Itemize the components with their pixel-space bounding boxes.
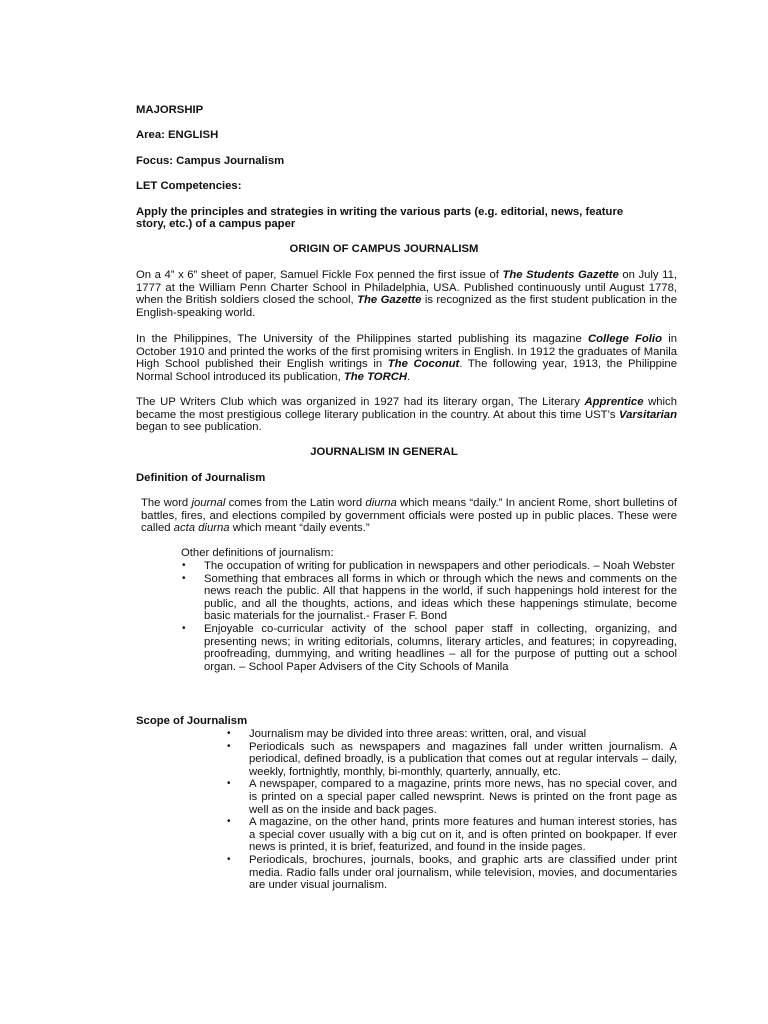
list-item: • Journalism may be divided into three areas: written, oral, and visual bbox=[227, 728, 587, 740]
bullet-icon: • bbox=[227, 728, 231, 739]
other-definitions-label: Other definitions of journalism: bbox=[181, 547, 334, 559]
list-item: • The occupation of writing for publication in newspapers and other periodicals. – Noah Webster bbox=[182, 560, 675, 572]
list-item: • A newspaper, compared to a magazine, prints more news, has no special cover, and is printed on a special paper called newsprint. News is printed on the front page as well as on the inside and back pages. bbox=[227, 778, 677, 816]
origin-paragraph-2: In the Philippines, The University of the Philippines started publishing its magazine College Folio in October 1910 and printed the works of the first promising writers in English. In 1912 the graduates of Manila High School published their English writings in The Coconut. The following year, 1913, the Philippine Normal School introduced its publication, The TORCH. bbox=[136, 333, 677, 383]
bullet-icon: • bbox=[227, 816, 231, 828]
origin-title: ORIGIN OF CAMPUS JOURNALISM bbox=[289, 243, 479, 255]
bullet-icon: • bbox=[227, 778, 231, 790]
competencies-label: LET Competencies: bbox=[136, 180, 242, 192]
scope-list bbox=[227, 728, 677, 892]
list-item: • Periodicals, brochures, journals, books, and graphic arts are classified under print media. Radio falls under oral journalism, while television, movies, and documentaries are under visual journalism. bbox=[227, 853, 677, 892]
bullet-icon: • bbox=[182, 560, 186, 571]
list-item: • Periodicals such as newspapers and magazines fall under written journalism. A periodical, defined broadly, is a publication that comes out at regular intervals – daily, weekly, fortnightly, monthly, bi-monthly, quarterly, annually, etc. bbox=[227, 740, 677, 778]
list-item: • A magazine, on the other hand, prints more features and human interest stories, has a special cover usually with a big cut on it, and is often printed on bookpaper. If ever news is printed, it is brief, featurized, and found in the inside pages. bbox=[227, 816, 677, 854]
bullet-icon: • bbox=[182, 572, 186, 584]
focus-label: Focus: Campus Journalism bbox=[136, 155, 285, 167]
definition-heading: Definition of Journalism bbox=[136, 472, 266, 484]
list-item: • Something that embraces all forms in which or through which the news and comments on the news reach the public. All that happens in the world, if such happenings hold interest for the public, and all the thoughts, actions, and ideas which these happenings stimulate, become basic materials for the journalist.- Fraser F. Bond bbox=[182, 572, 677, 623]
general-title: JOURNALISM IN GENERAL bbox=[310, 446, 458, 458]
bullet-icon: • bbox=[182, 622, 186, 634]
list-item: • Enjoyable co-curricular activity of the school paper staff in collecting, organizing, and presenting news; in writing editorials, columns, literary articles, and features; in copyreading, proofreading, dummying, and writing headlines – all for the purpose of putting out a school organ. – School Paper Advisers of the City Schools of Manila bbox=[182, 622, 677, 673]
origin-paragraph-1: On a 4” x 6” sheet of paper, Samuel Fickle Fox penned the first issue of The Students Gazette on July 11, 1777 at the William Penn Charter School in Philadelphia, USA. Published continuously until August 1778, when the British soldiers closed the school, The Gazette is recognized as the first student publication in the English-speaking world. bbox=[136, 269, 677, 319]
bullet-icon: • bbox=[227, 740, 231, 752]
other-definitions-list bbox=[182, 560, 677, 673]
competency-text-line-2: story, etc.) of a campus paper bbox=[136, 218, 296, 230]
origin-paragraph-3: The UP Writers Club which was organized in 1927 had its literary organ, The Literary Apprentice which became the most prestigious college literary publication in the country. At about this time UST’s Varsitarian began to see publication. bbox=[136, 396, 677, 434]
competency-text-line-1: Apply the principles and strategies in writing the various parts (e.g. editorial, news, feature bbox=[136, 206, 624, 218]
bullet-icon: • bbox=[227, 853, 231, 865]
scope-heading: Scope of Journalism bbox=[136, 715, 248, 727]
area-label: Area: ENGLISH bbox=[136, 129, 219, 141]
majorship-label: MAJORSHIP bbox=[136, 104, 204, 116]
definition-paragraph: The word journal comes from the Latin word diurna which means “daily.” In ancient Rome, short bulletins of battles, fires, and elections compiled by government officials were posted up in public places. These were called acta diurna which meant “daily events.” bbox=[141, 497, 678, 535]
